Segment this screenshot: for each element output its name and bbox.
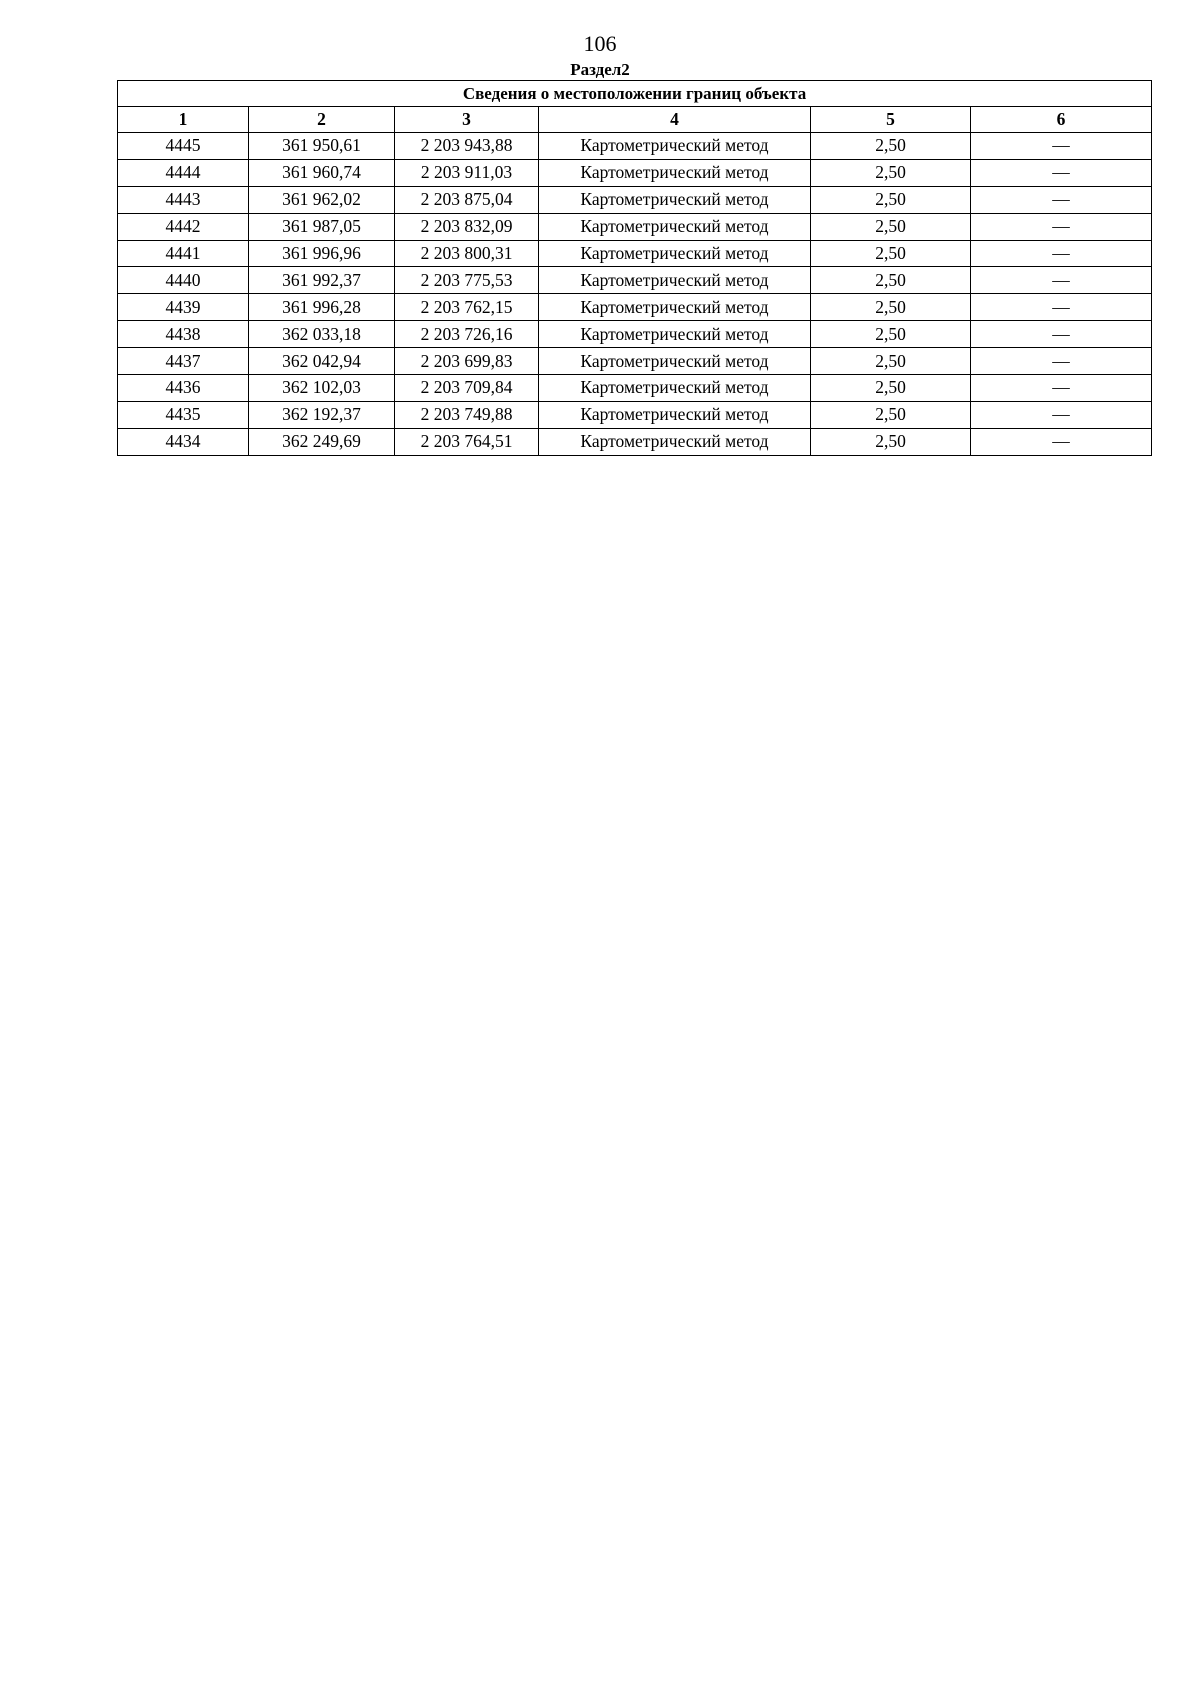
description-cell: —	[971, 348, 1152, 375]
x-coordinate-cell: 361 996,28	[249, 294, 395, 321]
table-row	[118, 428, 1152, 455]
accuracy-cell: 2,50	[811, 267, 971, 294]
x-coordinate-cell: 361 992,37	[249, 267, 395, 294]
table-body	[118, 133, 1152, 456]
x-coordinate-cell: 361 962,02	[249, 186, 395, 213]
table-row	[118, 213, 1152, 240]
x-coordinate-cell: 362 102,03	[249, 375, 395, 402]
point-number-cell: 4434	[118, 428, 249, 455]
y-coordinate-cell: 2 203 726,16	[395, 321, 539, 348]
y-coordinate-cell: 2 203 800,31	[395, 240, 539, 267]
point-number-cell: 4438	[118, 321, 249, 348]
y-coordinate-cell: 2 203 875,04	[395, 186, 539, 213]
column-number-6: 6	[971, 107, 1152, 133]
method-cell: Картометрический метод	[539, 348, 811, 375]
column-number-row	[118, 107, 1152, 133]
table-row	[118, 321, 1152, 348]
x-coordinate-cell: 361 960,74	[249, 159, 395, 186]
point-number-cell: 4440	[118, 267, 249, 294]
y-coordinate-cell: 2 203 943,88	[395, 133, 539, 160]
accuracy-cell: 2,50	[811, 159, 971, 186]
boundary-coordinates-table	[117, 80, 1152, 456]
description-cell: —	[971, 428, 1152, 455]
point-number-cell: 4444	[118, 159, 249, 186]
description-cell: —	[971, 186, 1152, 213]
table-row	[118, 159, 1152, 186]
accuracy-cell: 2,50	[811, 294, 971, 321]
method-cell: Картометрический метод	[539, 401, 811, 428]
accuracy-cell: 2,50	[811, 375, 971, 402]
column-number-4: 4	[539, 107, 811, 133]
point-number-cell: 4435	[118, 401, 249, 428]
x-coordinate-cell: 362 033,18	[249, 321, 395, 348]
x-coordinate-cell: 361 950,61	[249, 133, 395, 160]
table-row	[118, 294, 1152, 321]
page-number: 106	[583, 31, 617, 56]
table-row	[118, 401, 1152, 428]
method-cell: Картометрический метод	[539, 186, 811, 213]
description-cell: —	[971, 401, 1152, 428]
point-number-cell: 4437	[118, 348, 249, 375]
point-number-cell: 4436	[118, 375, 249, 402]
y-coordinate-cell: 2 203 911,03	[395, 159, 539, 186]
x-coordinate-cell: 361 987,05	[249, 213, 395, 240]
method-cell: Картометрический метод	[539, 267, 811, 294]
section-title: Раздел2	[570, 60, 630, 79]
table-row	[118, 348, 1152, 375]
accuracy-cell: 2,50	[811, 348, 971, 375]
description-cell: —	[971, 294, 1152, 321]
x-coordinate-cell: 362 249,69	[249, 428, 395, 455]
description-cell: —	[971, 267, 1152, 294]
y-coordinate-cell: 2 203 775,53	[395, 267, 539, 294]
y-coordinate-cell: 2 203 762,15	[395, 294, 539, 321]
accuracy-cell: 2,50	[811, 133, 971, 160]
column-number-5: 5	[811, 107, 971, 133]
column-number-1: 1	[118, 107, 249, 133]
method-cell: Картометрический метод	[539, 428, 811, 455]
table-row	[118, 240, 1152, 267]
method-cell: Картометрический метод	[539, 321, 811, 348]
column-number-3: 3	[395, 107, 539, 133]
table-row	[118, 267, 1152, 294]
point-number-cell: 4439	[118, 294, 249, 321]
method-cell: Картометрический метод	[539, 159, 811, 186]
method-cell: Картометрический метод	[539, 213, 811, 240]
description-cell: —	[971, 240, 1152, 267]
method-cell: Картометрический метод	[539, 375, 811, 402]
table-row	[118, 375, 1152, 402]
accuracy-cell: 2,50	[811, 213, 971, 240]
accuracy-cell: 2,50	[811, 401, 971, 428]
point-number-cell: 4445	[118, 133, 249, 160]
description-cell: —	[971, 321, 1152, 348]
table-row	[118, 133, 1152, 160]
x-coordinate-cell: 362 042,94	[249, 348, 395, 375]
y-coordinate-cell: 2 203 764,51	[395, 428, 539, 455]
y-coordinate-cell: 2 203 749,88	[395, 401, 539, 428]
method-cell: Картометрический метод	[539, 240, 811, 267]
column-number-2: 2	[249, 107, 395, 133]
table-caption: Сведения о местоположении границ объекта	[118, 81, 1152, 107]
table-row	[118, 186, 1152, 213]
y-coordinate-cell: 2 203 699,83	[395, 348, 539, 375]
accuracy-cell: 2,50	[811, 428, 971, 455]
point-number-cell: 4443	[118, 186, 249, 213]
x-coordinate-cell: 362 192,37	[249, 401, 395, 428]
x-coordinate-cell: 361 996,96	[249, 240, 395, 267]
accuracy-cell: 2,50	[811, 321, 971, 348]
description-cell: —	[971, 213, 1152, 240]
method-cell: Картометрический метод	[539, 294, 811, 321]
accuracy-cell: 2,50	[811, 240, 971, 267]
y-coordinate-cell: 2 203 709,84	[395, 375, 539, 402]
description-cell: —	[971, 375, 1152, 402]
point-number-cell: 4441	[118, 240, 249, 267]
method-cell: Картометрический метод	[539, 133, 811, 160]
description-cell: —	[971, 133, 1152, 160]
point-number-cell: 4442	[118, 213, 249, 240]
accuracy-cell: 2,50	[811, 186, 971, 213]
description-cell: —	[971, 159, 1152, 186]
y-coordinate-cell: 2 203 832,09	[395, 213, 539, 240]
